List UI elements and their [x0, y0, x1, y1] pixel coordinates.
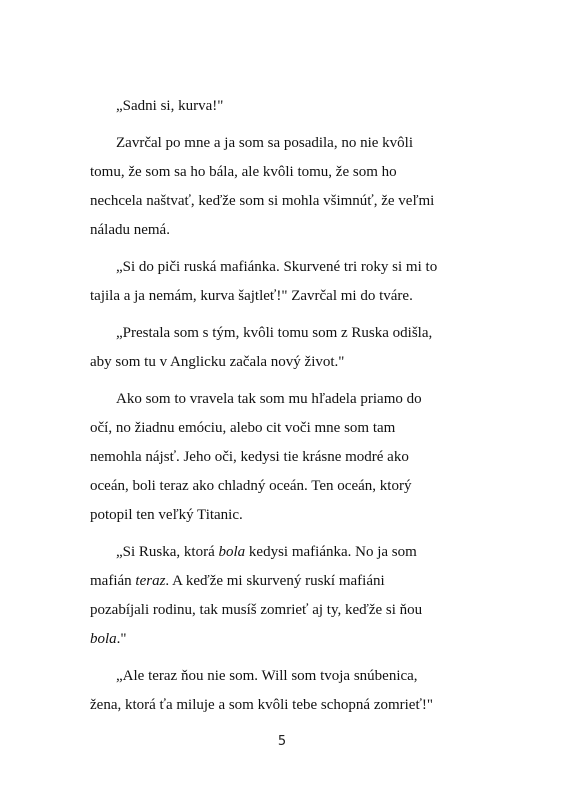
paragraph: [90, 538, 486, 654]
text-segment: tajila a ja nemám, kurva šajtleť!" Zavrčal mi do tváre.: [90, 288, 413, 304]
text-segment: .": [116, 631, 127, 647]
text-segment: „Si Ruska, ktorá: [116, 544, 219, 560]
text-segment: náladu nemá.: [90, 222, 170, 238]
text-segment: žena, ktorá ťa miluje a som kvôli tebe schopná zomrieť!": [90, 697, 433, 713]
text-segment: očí, no žiadnu emóciu, alebo cit voči mne som tam: [90, 420, 396, 436]
paragraph: [90, 253, 486, 311]
text-segment: „Ale teraz ňou nie som. Will som tvoja snúbenica,: [116, 668, 418, 684]
text-segment: „Prestala som s tým, kvôli tomu som z Ruska odišla,: [116, 325, 433, 341]
text-segment: pozabíjali rodinu, tak musíš zomrieť aj ty, keďže si ňou: [90, 602, 423, 618]
text-segment: aby som tu v Anglicku začala nový život.": [90, 354, 345, 370]
paragraph: [90, 129, 486, 245]
italic-text: bola: [90, 631, 117, 647]
text-segment: mafián: [90, 573, 136, 589]
text-segment: tomu, že som sa ho bála, ale kvôli tomu, že som ho: [90, 164, 397, 180]
text-segment: . A keďže mi skurvený ruskí mafiáni: [165, 573, 385, 589]
paragraph: [90, 319, 486, 377]
text-line: [90, 472, 486, 501]
text-line: [90, 691, 486, 720]
text-segment: Zavrčal po mne a ja som sa posadila, no nie kvôli: [116, 135, 414, 151]
text-line: [90, 538, 486, 567]
text-line: [90, 319, 486, 348]
text-line: [90, 282, 486, 311]
text-line: [90, 596, 486, 625]
text-segment: nechcela naštvať, keďže som si mohla všimnúť, že veľmi: [90, 193, 435, 209]
text-segment: „Sadni si, kurva!": [116, 98, 224, 114]
text-line: [90, 443, 486, 472]
text-line: [90, 92, 486, 121]
text-segment: kedysi mafiánka. No ja som: [245, 544, 417, 560]
text-line: [90, 158, 486, 187]
paragraph: [90, 92, 486, 121]
text-line: [90, 216, 486, 245]
text-line: [90, 567, 486, 596]
italic-text: teraz: [135, 573, 166, 589]
text-segment: oceán, boli teraz ako chladný oceán. Ten oceán, ktorý: [90, 478, 412, 494]
page-number: 5: [277, 734, 287, 749]
text-segment: potopil ten veľký Titanic.: [90, 507, 243, 523]
text-line: [90, 501, 486, 530]
text-segment: nemohla nájsť. Jeho oči, kedysi tie krásne modré ako: [90, 449, 409, 465]
text-line: [90, 625, 486, 654]
text-line: [90, 414, 486, 443]
text-line: [90, 187, 486, 216]
italic-text: bola: [218, 544, 246, 560]
text-segment: „Si do piči ruská mafiánka. Skurvené tri roky si mi to: [116, 259, 438, 275]
paragraph: [90, 662, 486, 720]
text-line: [90, 662, 486, 691]
text-line: [90, 385, 486, 414]
text-line: [90, 129, 486, 158]
text-segment: Ako som to vravela tak som mu hľadela priamo do: [116, 391, 422, 407]
text-line: [90, 253, 486, 282]
paragraph: [90, 385, 486, 530]
body-text: [90, 92, 486, 728]
text-line: [90, 348, 486, 377]
